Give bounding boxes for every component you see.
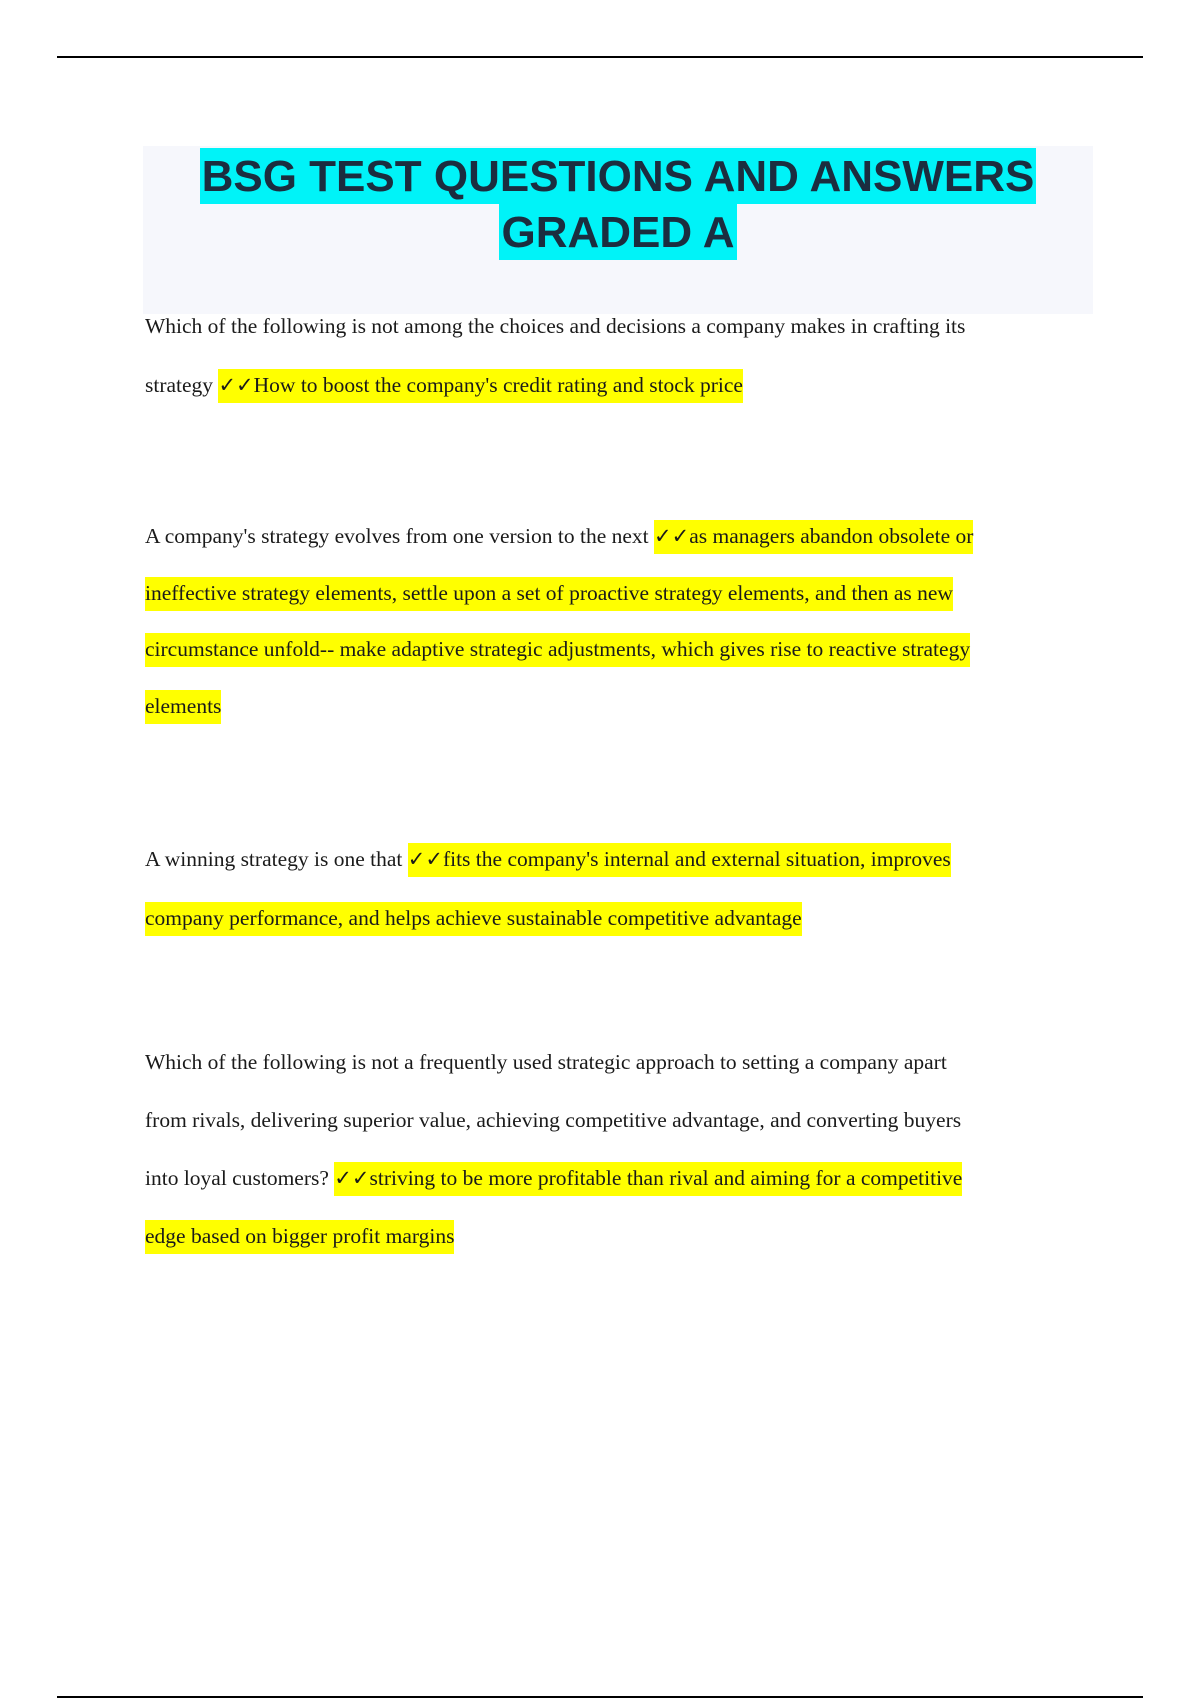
answer-text: circumstance unfold-- make adaptive strategic adjustments, which gives rise to reactive strategy bbox=[145, 633, 970, 667]
answer-highlight bbox=[218, 369, 743, 403]
question-text: from rivals, delivering superior value, achieving competitive advantage, and converting buyers bbox=[145, 1108, 962, 1132]
answer-highlight bbox=[408, 843, 951, 877]
answer-text: fits the company's internal and external situation, improves bbox=[442, 847, 951, 871]
double-check-icon: ✓✓ bbox=[218, 372, 254, 397]
answer-line bbox=[145, 889, 1080, 948]
answer-text: as managers abandon obsolete or bbox=[689, 524, 974, 548]
double-check-icon: ✓✓ bbox=[334, 1166, 370, 1190]
question-text: A company's strategy evolves from one version to the next bbox=[145, 524, 655, 548]
qa-item-1 bbox=[145, 297, 1080, 414]
question-text: Which of the following is not a frequently used strategic approach to setting a company apart bbox=[145, 1050, 947, 1074]
answer-text: company performance, and helps achieve sustainable competitive advantage bbox=[145, 902, 802, 936]
question-text: A winning strategy is one that bbox=[145, 847, 408, 871]
qa-item-4 bbox=[145, 1033, 1080, 1265]
answer-highlight bbox=[654, 520, 973, 554]
question-answer-line bbox=[145, 508, 1080, 565]
answer-text: striving to be more profitable than rival and aiming for a competitive bbox=[369, 1166, 963, 1190]
question-text: Which of the following is not among the choices and decisions a company makes in crafting its bbox=[145, 314, 966, 338]
answer-text: edge based on bigger profit margins bbox=[145, 1220, 454, 1254]
top-rule bbox=[57, 56, 1143, 58]
document-title-line-2: GRADED A bbox=[499, 204, 736, 260]
answer-highlight bbox=[334, 1162, 962, 1196]
bottom-rule bbox=[57, 1696, 1143, 1698]
qa-item-3 bbox=[145, 830, 1080, 947]
question-text: strategy bbox=[145, 372, 219, 397]
question-answer-line bbox=[145, 1149, 1080, 1207]
answer-text: elements bbox=[145, 690, 221, 724]
document-title-line-1: BSG TEST QUESTIONS AND ANSWERS bbox=[200, 148, 1037, 204]
question-answer-line bbox=[145, 356, 1080, 415]
qa-item-2 bbox=[145, 508, 1080, 734]
answer-line bbox=[145, 1207, 1080, 1265]
double-check-icon: ✓✓ bbox=[654, 524, 690, 548]
answer-text: How to boost the company's credit rating and stock price bbox=[253, 372, 743, 397]
answer-line bbox=[145, 565, 1080, 622]
double-check-icon: ✓✓ bbox=[407, 847, 443, 871]
question-text: into loyal customers? bbox=[145, 1166, 335, 1190]
title-block bbox=[143, 146, 1093, 314]
answer-line bbox=[145, 678, 1080, 735]
question-answer-line bbox=[145, 830, 1080, 889]
answer-line bbox=[145, 621, 1080, 678]
answer-text: ineffective strategy elements, settle upon a set of proactive strategy elements, and then as new bbox=[145, 577, 953, 611]
